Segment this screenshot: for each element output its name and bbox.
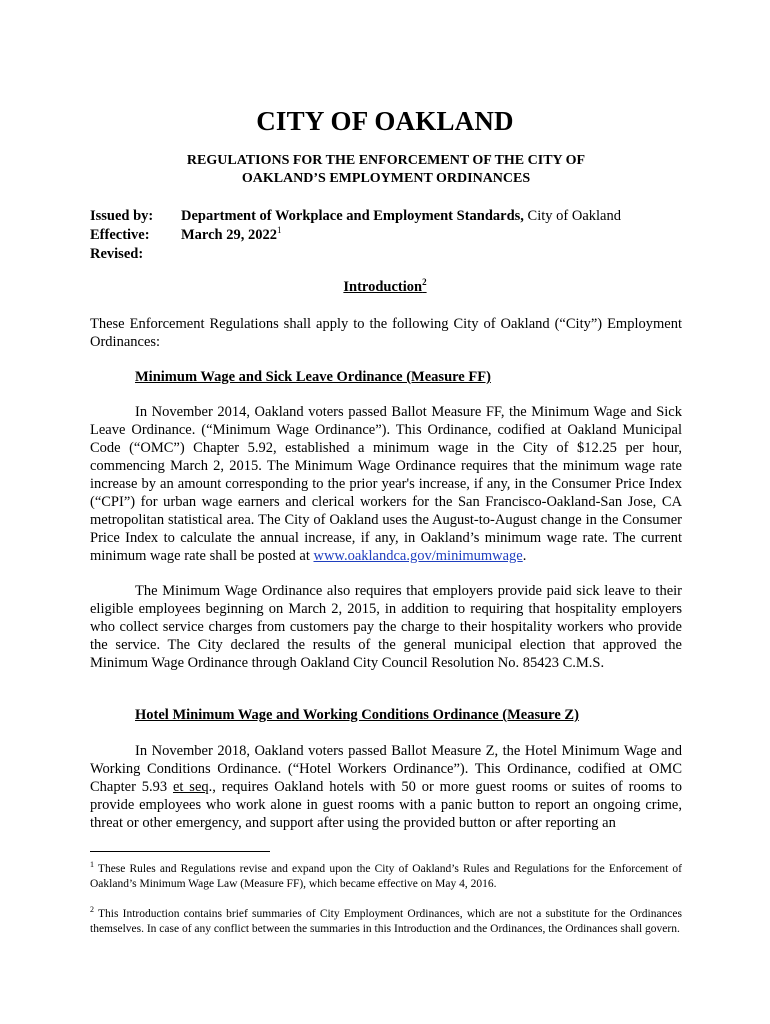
- issuing-department: Department of Workplace and Employment Standards,: [181, 208, 524, 224]
- footnote-1: [90, 862, 682, 892]
- introduction-paragraph: These Enforcement Regulations shall apply to the following City of Oakland (“City”) Employment Ordinances:: [90, 316, 682, 350]
- footnote-1-text: These Rules and Regulations revise and expand upon the City of Oakland’s Rules and Regulations for the Enforcement of Oakland’s Minimum Wage Law (Measure FF), which became effective on May 4, 2016.: [90, 863, 682, 890]
- measure-z-text-b: ., requires Oakland hotels with 50 or more guest rooms or suites of rooms to provide employees who work alone in guest rooms with a panic button to report an ongoing crime, threat or other emergency, and support after using the provided button or after reporting an: [90, 779, 682, 831]
- measure-z-text-a: In November 2018, Oakland voters passed Ballot Measure Z, the Hotel Minimum Wage and Working Conditions Ordinance. (“Hotel Workers Ordinance”). This Ordinance, codified at OMC Chapter 5.93: [90, 743, 682, 795]
- issuing-city: City of Oakland: [523, 208, 621, 224]
- footnote-2-text: This Introduction contains brief summaries of City Employment Ordinances, which are not a substitute for the Ordinances themselves. In case of any conflict between the summaries in this Introduction and the Ordinances, the Ordinances shall govern.: [90, 908, 682, 935]
- minimum-wage-link[interactable]: www.oaklandca.gov/minimumwage: [313, 548, 523, 564]
- section-heading-measure-z: Hotel Minimum Wage and Working Conditions Ordinance (Measure Z): [135, 707, 579, 723]
- introduction-heading: [0, 279, 770, 296]
- issued-by-label: Issued by:: [90, 208, 154, 224]
- footnote-2-number: 2: [90, 905, 94, 915]
- section-heading-measure-ff: Minimum Wage and Sick Leave Ordinance (Measure FF): [135, 369, 491, 385]
- effective-row: [90, 226, 621, 245]
- document-subtitle: [130, 152, 642, 188]
- measure-ff-period: .: [522, 548, 527, 564]
- footnote-divider: [90, 851, 270, 852]
- footnote-ref-1[interactable]: 1: [277, 225, 282, 236]
- measure-ff-paragraph-2: The Minimum Wage Ordinance also requires that employers provide paid sick leave to their eligible employees beginning on March 2, 2015, in addition to requiring that hospitality employers who collect service charges from customers pay the charge to their hospitality workers who provide the service. The City declared the results of the general municipal election that approved the Minimum Wage Ordinance through Oakland City Council Resolution No. 85423 C.M.S.: [90, 583, 682, 671]
- footnote-2: [90, 907, 682, 937]
- measure-ff-text-a: In November 2014, Oakland voters passed Ballot Measure FF, the Minimum Wage and Sick Leave Ordinance. (“Minimum Wage Ordinance”). This Ordinance, codified at Oakland Municipal Code (“OMC”) Chapter 5.92: [90, 404, 682, 456]
- document-metadata: [90, 207, 621, 264]
- issued-by-row: [90, 207, 621, 226]
- et-seq-text: et seq: [172, 779, 209, 795]
- effective-label: Effective:: [90, 227, 150, 243]
- revised-row: [90, 245, 621, 264]
- subtitle-line-1: REGULATIONS FOR THE ENFORCEMENT OF THE CITY OF: [186, 153, 586, 168]
- measure-ff-paragraph-1: [90, 403, 682, 565]
- introduction-heading-text: Introduction: [343, 279, 423, 295]
- measure-ff-text-b: established a minimum wage in the City of $12.25 per hour, commencing March 2, 2015. The Minimum Wage Ordinance requires that the minimum wage rate increase by an amount corresponding to the prior year's increase, if any, in the Consumer Price Index (“CPI”) for urban wage earners and clerical workers for the San Francisco-Oakland-San Jose, CA metropolitan statistical area. The City of Oakland uses the August-to-August change in the Consumer Price Index to calculate the annual increase, if any, in Oakland’s minimum wage rate. The current minimum wage rate shall be posted at: [90, 440, 682, 564]
- footnote-ref-2[interactable]: 2: [422, 277, 427, 288]
- effective-date: March 29, 2022: [181, 227, 277, 243]
- page-title: CITY OF OAKLAND: [256, 106, 514, 136]
- measure-ff-comma: ,: [272, 440, 277, 456]
- issued-by-value: [181, 207, 621, 226]
- effective-value: [181, 226, 282, 245]
- footnote-1-number: 1: [90, 860, 94, 870]
- measure-z-paragraph-1: [90, 742, 682, 832]
- revised-label: Revised:: [90, 246, 144, 262]
- subtitle-line-2: OAKLAND’S EMPLOYMENT ORDINANCES: [241, 171, 531, 186]
